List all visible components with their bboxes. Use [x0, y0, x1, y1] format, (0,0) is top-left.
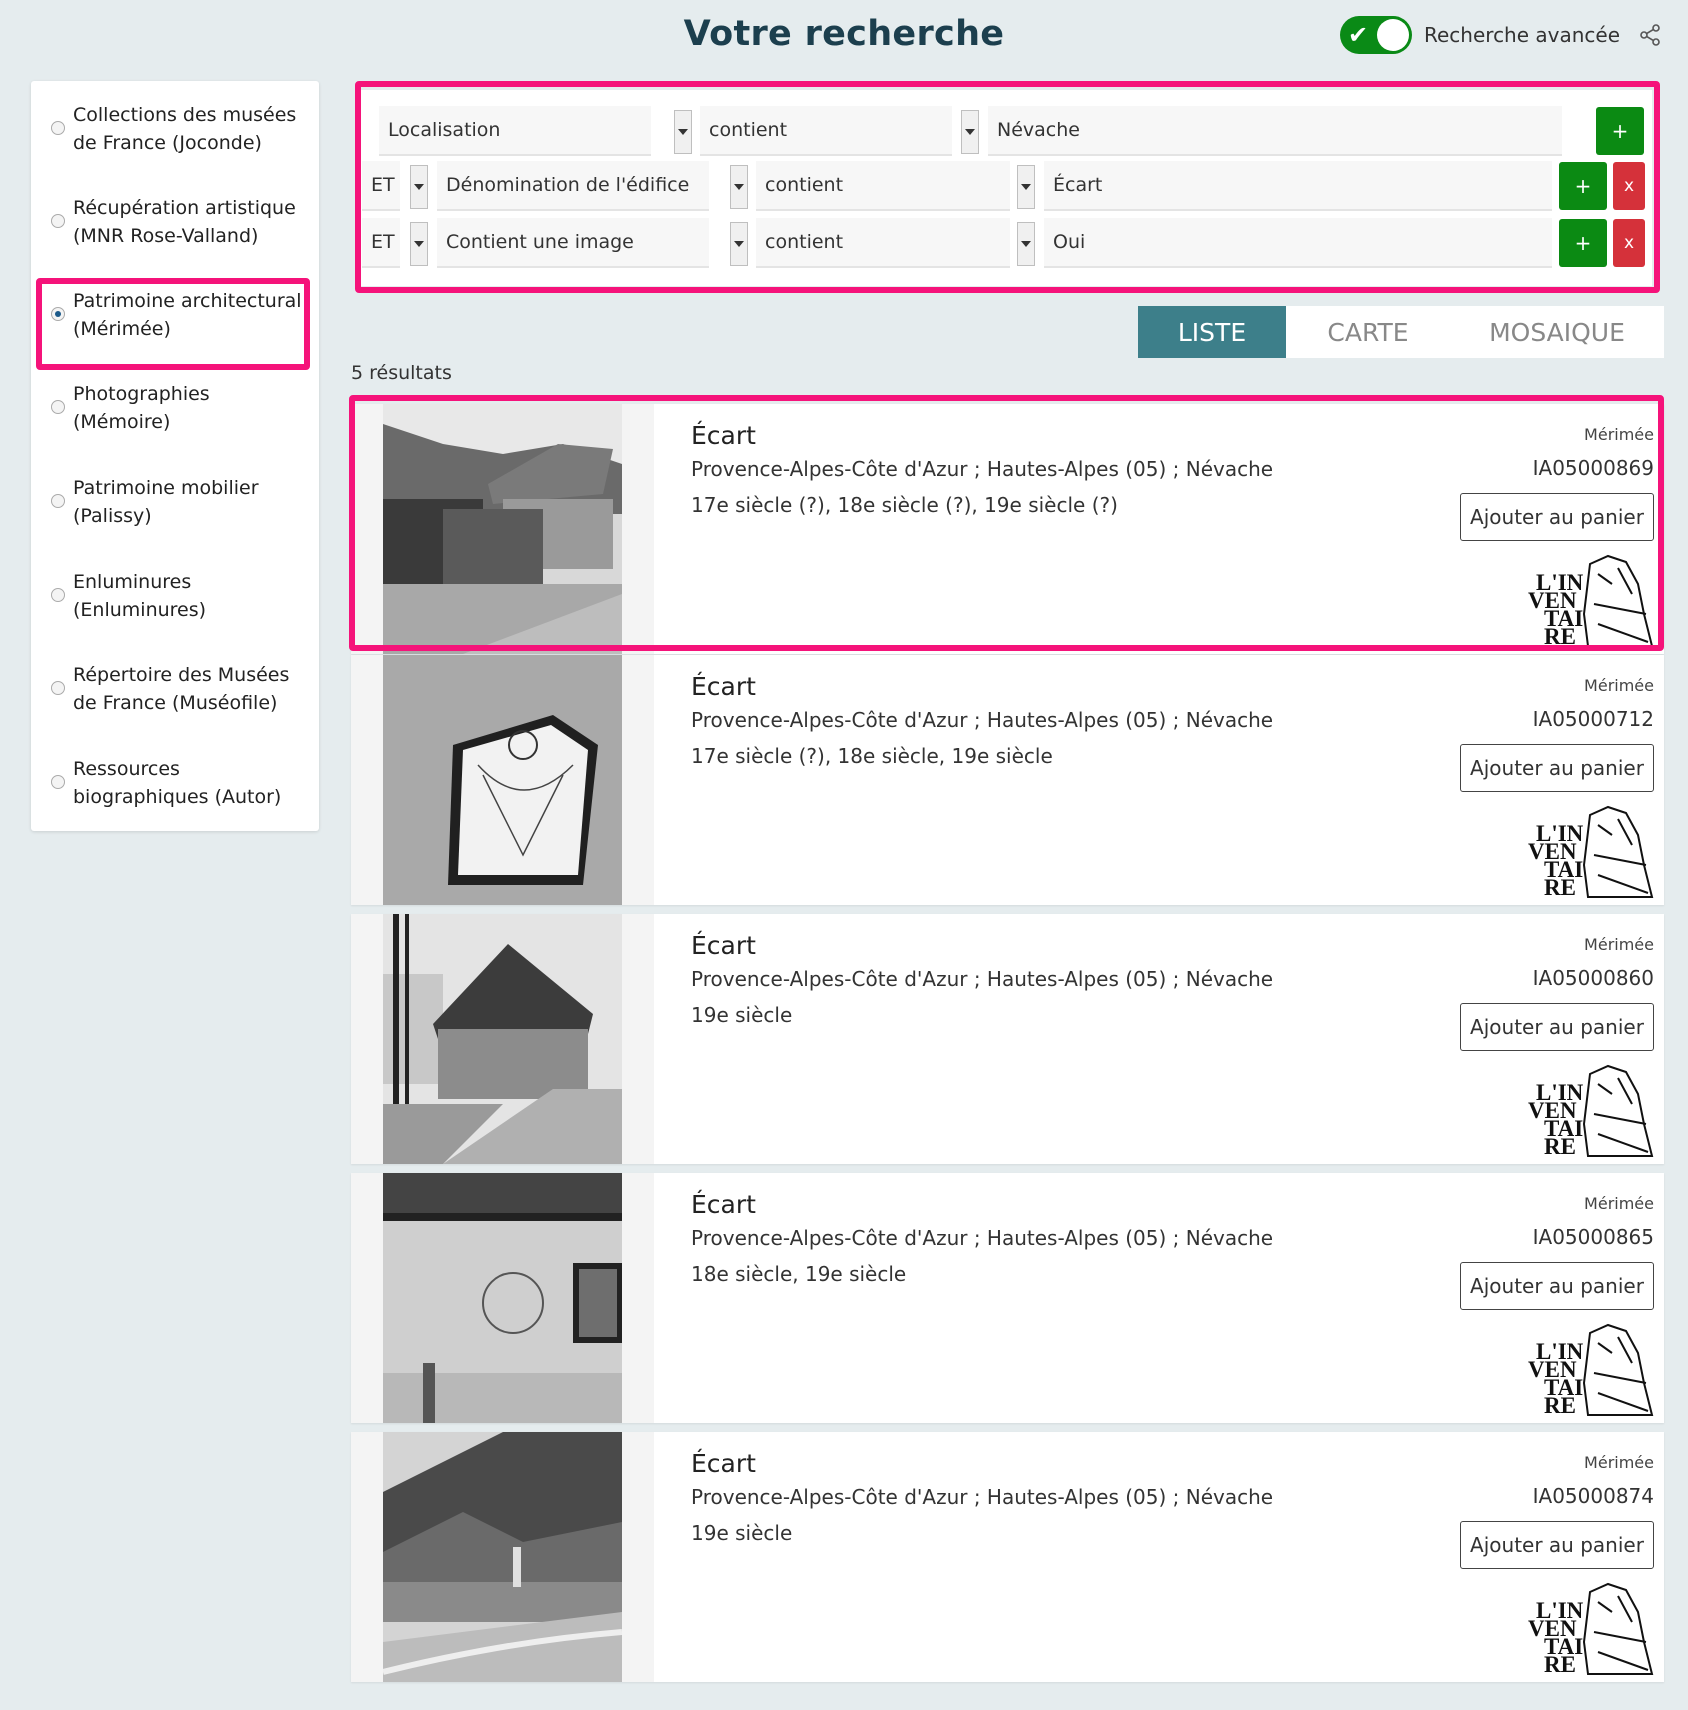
svg-text:TAI: TAI: [1544, 1634, 1584, 1659]
add-row-button[interactable]: +: [1559, 219, 1607, 267]
sidebar-item-label: Collections des musées de France (Joconde): [73, 104, 297, 154]
add-to-cart-button[interactable]: Ajouter au panier: [1460, 1003, 1654, 1051]
sidebar-item-label: Ressources biographiques (Autor): [73, 758, 282, 808]
result-title[interactable]: Écart: [691, 672, 756, 701]
page-title: Votre recherche: [683, 14, 1005, 54]
radio-button[interactable]: [51, 775, 65, 789]
sidebar-item-label: Photographies (Mémoire): [73, 383, 210, 433]
value-input[interactable]: Écart: [1044, 161, 1552, 211]
svg-text:L'IN: L'IN: [1536, 1598, 1584, 1623]
svg-text:L'IN: L'IN: [1536, 1339, 1584, 1364]
result-card[interactable]: [351, 404, 1664, 654]
sidebar-item-autor[interactable]: [31, 755, 319, 835]
add-row-button[interactable]: +: [1559, 162, 1607, 210]
result-base: Mérimée: [1584, 425, 1654, 444]
chevron-down-icon[interactable]: [730, 222, 748, 266]
inventaire-logo: [1528, 805, 1654, 900]
operator-select[interactable]: contient: [700, 106, 952, 156]
checkmark-icon: ✔: [1348, 21, 1369, 49]
add-to-cart-button[interactable]: Ajouter au panier: [1460, 493, 1654, 541]
svg-text:TAI: TAI: [1544, 606, 1584, 631]
sidebar-item-merimee[interactable]: [31, 287, 319, 367]
field-select[interactable]: Dénomination de l'édifice: [437, 161, 709, 211]
result-location: Provence-Alpes-Côte d'Azur ; Hautes-Alpes (05) ; Névache: [691, 457, 1274, 481]
svg-text:RE: RE: [1544, 624, 1576, 649]
svg-text:L'IN: L'IN: [1536, 570, 1584, 595]
chevron-down-icon[interactable]: [410, 222, 428, 266]
add-row-button[interactable]: +: [1596, 107, 1644, 155]
result-reference: IA05000712: [1532, 707, 1654, 731]
sidebar-item-label: Récupération artistique (MNR Rose-Valland): [73, 197, 296, 247]
advanced-search-toggle[interactable]: [1340, 16, 1412, 54]
result-reference: IA05000874: [1532, 1484, 1654, 1508]
svg-text:VEN: VEN: [1528, 1098, 1577, 1123]
result-base: Mérimée: [1584, 1194, 1654, 1213]
inventaire-logo: [1528, 1064, 1654, 1159]
toggle-knob: [1377, 19, 1409, 51]
result-title[interactable]: Écart: [691, 421, 756, 450]
result-thumbnail-frame: [351, 1173, 654, 1423]
sidebar-item-palissy[interactable]: [31, 474, 319, 554]
query-row-1: [360, 106, 1652, 156]
result-card[interactable]: [351, 914, 1664, 1164]
result-card[interactable]: [351, 1432, 1664, 1682]
result-reference: IA05000865: [1532, 1225, 1654, 1249]
result-reference: IA05000860: [1532, 966, 1654, 990]
operator-select[interactable]: contient: [756, 161, 1010, 211]
result-thumbnail: [383, 914, 622, 1164]
result-card[interactable]: [351, 1173, 1664, 1423]
add-to-cart-button[interactable]: Ajouter au panier: [1460, 744, 1654, 792]
chevron-down-icon[interactable]: [730, 165, 748, 209]
sidebar-item-enluminures[interactable]: [31, 568, 319, 648]
inventaire-logo: [1528, 1582, 1654, 1677]
result-thumbnail: [383, 1432, 622, 1682]
sidebar-item-mnr[interactable]: [31, 194, 319, 274]
result-date: 19e siècle: [691, 1003, 793, 1027]
combinator-select[interactable]: ET: [362, 218, 400, 268]
radio-button[interactable]: [51, 214, 65, 228]
operator-select[interactable]: contient: [756, 218, 1010, 268]
result-title[interactable]: Écart: [691, 1449, 756, 1478]
advanced-search-toggle-group: [1340, 16, 1662, 54]
tab-liste[interactable]: LISTE: [1138, 306, 1286, 358]
result-base: Mérimée: [1584, 935, 1654, 954]
tab-mosaique[interactable]: MOSAIQUE: [1489, 317, 1625, 347]
remove-row-button[interactable]: x: [1613, 162, 1645, 210]
result-thumbnail: [383, 655, 622, 905]
result-date: 19e siècle: [691, 1521, 793, 1545]
remove-row-button[interactable]: x: [1613, 219, 1645, 267]
svg-text:RE: RE: [1544, 875, 1576, 900]
chevron-down-icon[interactable]: [1017, 222, 1035, 266]
result-thumbnail: [383, 404, 622, 654]
svg-text:RE: RE: [1544, 1652, 1576, 1677]
result-base: Mérimée: [1584, 1453, 1654, 1472]
sidebar-item-label: Répertoire des Musées de France (Muséofile): [73, 664, 290, 714]
query-row-3: [360, 218, 1652, 268]
sidebar-item-joconde[interactable]: [31, 101, 319, 181]
base-selector-sidebar: [31, 81, 319, 831]
field-select[interactable]: Contient une image: [437, 218, 709, 268]
sidebar-item-label: Patrimoine architectural (Mérimée): [73, 290, 302, 340]
sidebar-item-museofile[interactable]: [31, 661, 319, 741]
result-thumbnail-frame: [351, 914, 654, 1164]
sidebar-item-memoire[interactable]: [31, 380, 319, 460]
result-location: Provence-Alpes-Côte d'Azur ; Hautes-Alpes (05) ; Névache: [691, 1226, 1274, 1250]
svg-text:L'IN: L'IN: [1536, 1080, 1584, 1105]
result-location: Provence-Alpes-Côte d'Azur ; Hautes-Alpes (05) ; Névache: [691, 1485, 1274, 1509]
advanced-search-label: Recherche avancée: [1424, 23, 1621, 47]
svg-text:VEN: VEN: [1528, 1616, 1577, 1641]
svg-text:L'IN: L'IN: [1536, 821, 1584, 846]
value-input[interactable]: Oui: [1044, 218, 1552, 268]
svg-text:VEN: VEN: [1528, 1357, 1577, 1382]
result-thumbnail-frame: [351, 655, 654, 905]
radio-button[interactable]: [51, 588, 65, 602]
result-location: Provence-Alpes-Côte d'Azur ; Hautes-Alpes (05) ; Névache: [691, 708, 1274, 732]
field-select[interactable]: Localisation: [379, 106, 651, 156]
add-to-cart-button[interactable]: Ajouter au panier: [1460, 1262, 1654, 1310]
query-row-2: [360, 161, 1652, 211]
svg-text:VEN: VEN: [1528, 588, 1577, 613]
result-base: Mérimée: [1584, 676, 1654, 695]
radio-button[interactable]: [51, 494, 65, 508]
result-date: 17e siècle (?), 18e siècle (?), 19e siècle (?): [691, 493, 1118, 517]
tab-carte[interactable]: CARTE: [1327, 317, 1409, 347]
chevron-down-icon[interactable]: [410, 165, 428, 209]
result-date: 17e siècle (?), 18e siècle, 19e siècle: [691, 744, 1053, 768]
chevron-down-icon[interactable]: [961, 110, 979, 154]
sidebar-item-label: Enluminures (Enluminures): [73, 571, 207, 621]
inventaire-logo: [1528, 1323, 1654, 1418]
result-title[interactable]: Écart: [691, 931, 756, 960]
result-title[interactable]: Écart: [691, 1190, 756, 1219]
svg-text:TAI: TAI: [1544, 857, 1584, 882]
result-date: 18e siècle, 19e siècle: [691, 1262, 907, 1286]
radio-button[interactable]: [51, 121, 65, 135]
result-card[interactable]: [351, 655, 1664, 905]
svg-text:TAI: TAI: [1544, 1116, 1584, 1141]
value-input[interactable]: Névache: [988, 106, 1562, 156]
chevron-down-icon[interactable]: [1017, 165, 1035, 209]
svg-text:VEN: VEN: [1528, 839, 1577, 864]
inventaire-logo: [1528, 554, 1654, 649]
radio-button-selected[interactable]: [51, 307, 65, 321]
radio-button[interactable]: [51, 400, 65, 414]
results-count: 5 résultats: [351, 362, 452, 384]
advanced-query-builder: [360, 90, 1652, 286]
result-location: Provence-Alpes-Côte d'Azur ; Hautes-Alpes (05) ; Névache: [691, 967, 1274, 991]
radio-button[interactable]: [51, 681, 65, 695]
add-to-cart-button[interactable]: Ajouter au panier: [1460, 1521, 1654, 1569]
result-thumbnail: [383, 1173, 622, 1423]
result-thumbnail-frame: [351, 404, 654, 654]
view-tabs: [1138, 306, 1664, 358]
svg-text:RE: RE: [1544, 1134, 1576, 1159]
result-reference: IA05000869: [1532, 456, 1654, 480]
sidebar-item-label: Patrimoine mobilier (Palissy): [73, 477, 259, 527]
svg-text:TAI: TAI: [1544, 1375, 1584, 1400]
svg-text:RE: RE: [1544, 1393, 1576, 1418]
share-icon[interactable]: [1638, 23, 1662, 47]
chevron-down-icon[interactable]: [674, 110, 692, 154]
result-thumbnail-frame: [351, 1432, 654, 1682]
combinator-select[interactable]: ET: [362, 161, 400, 211]
